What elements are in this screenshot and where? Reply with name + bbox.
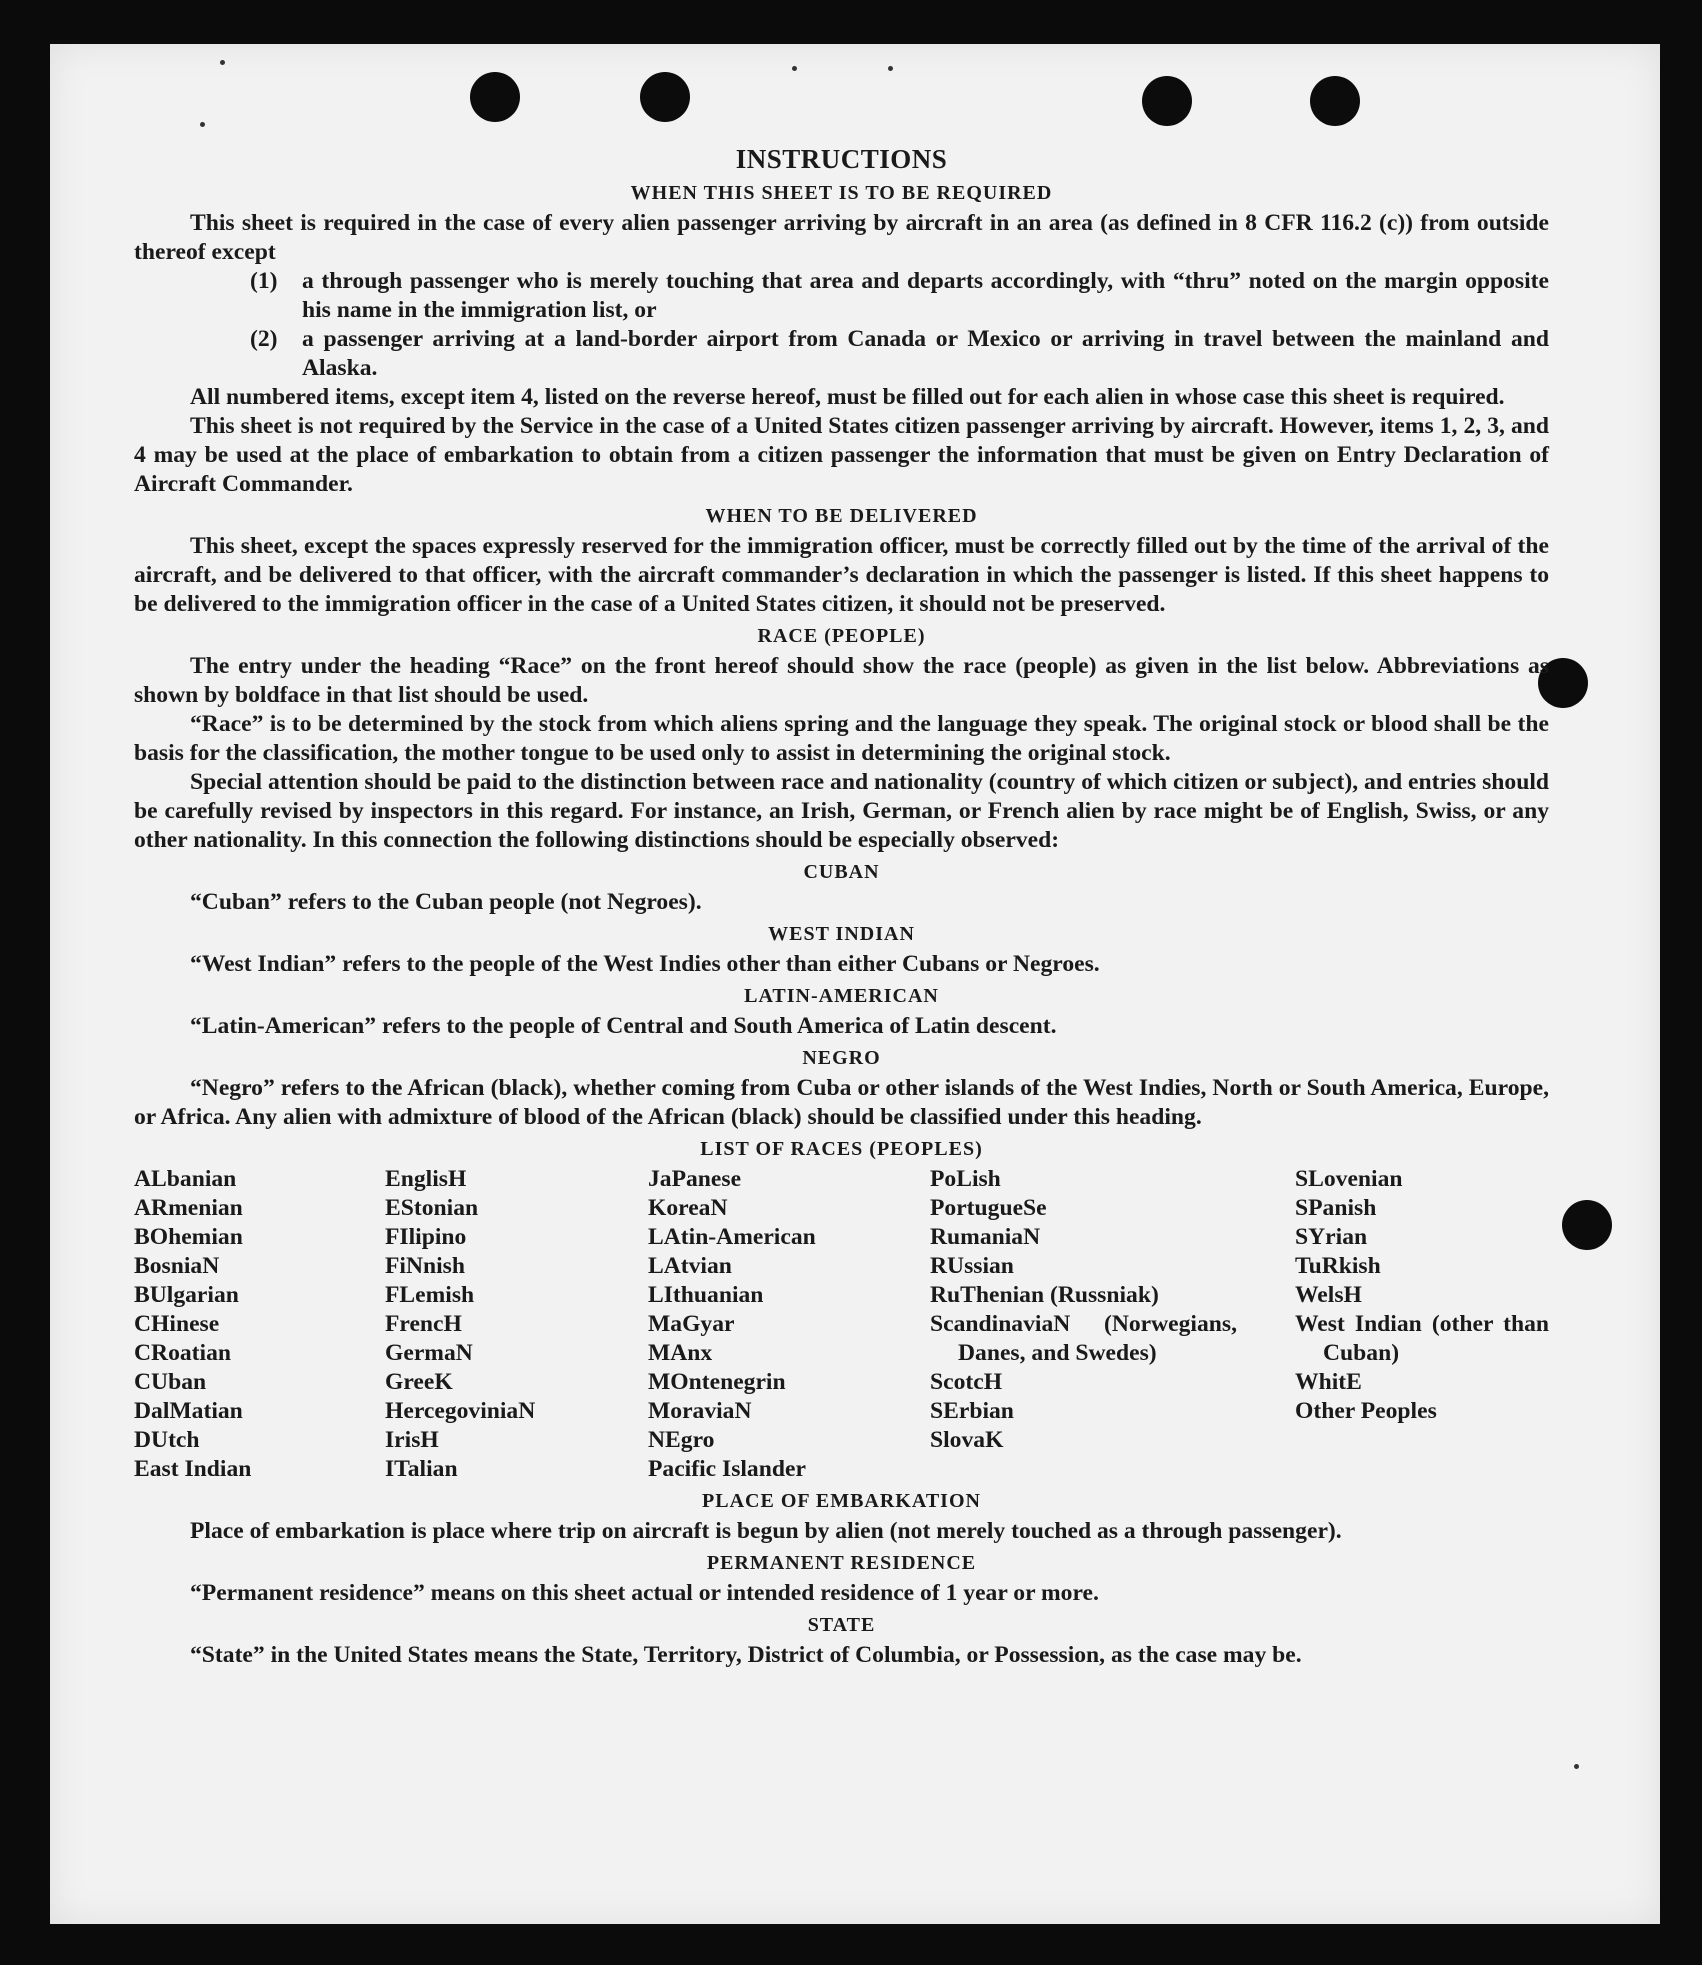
item-number: (2) bbox=[250, 326, 278, 352]
race-entry: ALbanian bbox=[134, 1166, 237, 1192]
citizen-paragraph: This sheet is not required by the Service in the case of a United States citizen passenger arriving by aircraft. However, items 1, 2, 3, and 4 may be used at the place of embarkation to obtain from a citizen passenger the information that must be given on Entry Declaration of Aircraft Commander. bbox=[134, 413, 1549, 497]
race-entry: CUban bbox=[134, 1369, 207, 1395]
race-entry: JaPanese bbox=[648, 1166, 742, 1192]
race-entry: WelsH bbox=[1295, 1282, 1362, 1308]
race-entry: RumaniaN bbox=[930, 1224, 1041, 1250]
state-paragraph: “State” in the United States means the State, Territory, District of Columbia, or Possession, as the case may be. bbox=[190, 1642, 1302, 1668]
punch-hole bbox=[640, 72, 690, 122]
race-entry: DalMatian bbox=[134, 1398, 243, 1424]
speck bbox=[220, 60, 225, 65]
punch-hole bbox=[1562, 1200, 1612, 1250]
heading-state: STATE bbox=[807, 1614, 876, 1636]
punch-hole bbox=[1310, 76, 1360, 126]
race-list bbox=[134, 1165, 1549, 1484]
west-indian-paragraph: “West Indian” refers to the people of the West Indies other than either Cubans or Negroes. bbox=[190, 951, 1100, 977]
race-column-3 bbox=[648, 1165, 930, 1484]
speck bbox=[792, 66, 797, 71]
race-entry: LIthuanian bbox=[648, 1282, 764, 1308]
item-text: a passenger arriving at a land-border airport from Canada or Mexico or arriving in travel between the mainland and Alaska. bbox=[302, 326, 1549, 381]
numbered-items-paragraph: All numbered items, except item 4, listed on the reverse hereof, must be filled out for each alien in whose case this sheet is required. bbox=[190, 384, 1505, 410]
speck bbox=[888, 66, 893, 71]
race-entry: FIlipino bbox=[385, 1224, 467, 1250]
race-entry: GreeK bbox=[385, 1369, 453, 1395]
race-paragraph-1: The entry under the heading “Race” on the front hereof should show the race (people) as given in the list below. Abbreviations as shown by boldface in that list should be used. bbox=[134, 653, 1549, 708]
race-entry: WhitE bbox=[1295, 1369, 1362, 1395]
item-text: a through passenger who is merely touching that area and departs accordingly, with “thru” noted on the margin opposite his name in the immigration list, or bbox=[302, 268, 1549, 323]
latin-american-paragraph: “Latin-American” refers to the people of Central and South America of Latin descent. bbox=[190, 1013, 1057, 1039]
race-entry: FiNnish bbox=[385, 1253, 465, 1279]
race-column-2 bbox=[385, 1165, 648, 1484]
race-entry: SPanish bbox=[1295, 1195, 1377, 1221]
cuban-paragraph: “Cuban” refers to the Cuban people (not Negroes). bbox=[190, 889, 702, 915]
heading-latin-american: LATIN-AMERICAN bbox=[744, 985, 939, 1007]
document-page bbox=[50, 44, 1660, 1924]
negro-paragraph: “Negro” refers to the African (black), whether coming from Cuba or other islands of the West Indies, North or South America, Europe, or Africa. Any alien with admixture of blood of the African (black) should be classified under this heading. bbox=[134, 1075, 1549, 1130]
race-entry: Pacific Islander bbox=[648, 1456, 806, 1482]
race-entry: BUlgarian bbox=[134, 1282, 239, 1308]
punch-hole bbox=[470, 72, 520, 122]
race-entry: FLemish bbox=[385, 1282, 475, 1308]
page-title: INSTRUCTIONS bbox=[735, 144, 948, 174]
residence-paragraph: “Permanent residence” means on this sheet actual or intended residence of 1 year or more. bbox=[190, 1580, 1099, 1606]
race-entry: GermaN bbox=[385, 1340, 473, 1366]
race-entry: SLovenian bbox=[1295, 1166, 1403, 1192]
speck bbox=[200, 122, 205, 127]
race-entry: TuRkish bbox=[1295, 1253, 1381, 1279]
race-entry: MaGyar bbox=[648, 1311, 735, 1337]
speck bbox=[1574, 1764, 1579, 1769]
race-entry: MoraviaN bbox=[648, 1398, 752, 1424]
race-entry: PoLish bbox=[930, 1166, 1001, 1192]
embarkation-paragraph: Place of embarkation is place where trip on aircraft is begun by alien (not merely touched as a through passenger). bbox=[190, 1518, 1342, 1544]
race-entry: CHinese bbox=[134, 1311, 220, 1337]
race-entry: IrisH bbox=[385, 1427, 439, 1453]
heading-cuban: CUBAN bbox=[803, 861, 880, 883]
race-entry: KoreaN bbox=[648, 1195, 728, 1221]
race-entry: SlovaK bbox=[930, 1427, 1004, 1453]
race-column-4 bbox=[930, 1165, 1295, 1484]
race-entry: FrencH bbox=[385, 1311, 462, 1337]
race-entry: PortugueSe bbox=[930, 1195, 1047, 1221]
race-entry: EStonian bbox=[385, 1195, 479, 1221]
race-paragraph-3: Special attention should be paid to the distinction between race and nationality (country of which citizen or subject), and entries should be carefully revised by inspectors in this regard. For instance, an Irish, German, or French alien by race might be of English, Swiss, or any other nationality. In this connection the following distinctions should be especially observed: bbox=[134, 769, 1549, 853]
race-entry: East Indian bbox=[134, 1456, 252, 1482]
heading-required: WHEN THIS SHEET IS TO BE REQUIRED bbox=[630, 182, 1053, 204]
exception-item bbox=[250, 267, 1549, 325]
race-entry: MOntenegrin bbox=[648, 1369, 786, 1395]
race-entry: ScandinaviaN (Norwegians, Danes, and Swedes) bbox=[930, 1311, 1237, 1366]
race-entry: NEgro bbox=[648, 1427, 715, 1453]
race-entry: SYrian bbox=[1295, 1224, 1368, 1250]
instructions-content bbox=[134, 142, 1549, 1670]
heading-race: RACE (PEOPLE) bbox=[757, 625, 926, 647]
race-entry: BosniaN bbox=[134, 1253, 220, 1279]
race-entry: EnglisH bbox=[385, 1166, 467, 1192]
race-entry: LAtvian bbox=[648, 1253, 732, 1279]
race-entry: RuThenian (Russniak) bbox=[930, 1282, 1159, 1308]
race-entry: SErbian bbox=[930, 1398, 1014, 1424]
heading-embarkation: PLACE OF EMBARKATION bbox=[702, 1490, 981, 1512]
race-entry: CRoatian bbox=[134, 1340, 232, 1366]
race-entry: ScotcH bbox=[930, 1369, 1003, 1395]
race-entry: HercegoviniaN bbox=[385, 1398, 536, 1424]
race-entry: ARmenian bbox=[134, 1195, 243, 1221]
punch-hole bbox=[1142, 76, 1192, 126]
race-entry: ITalian bbox=[385, 1456, 458, 1482]
race-column-1 bbox=[134, 1165, 385, 1484]
race-paragraph-2: “Race” is to be determined by the stock from which aliens spring and the language they speak. The original stock or blood shall be the basis for the classification, the mother tongue to be used only to assist in determining the original stock. bbox=[134, 711, 1549, 766]
race-entry: West Indian (other than Cuban) bbox=[1295, 1311, 1549, 1366]
race-entry: LAtin-American bbox=[648, 1224, 816, 1250]
race-column-5 bbox=[1295, 1165, 1549, 1484]
race-entry: Other Peoples bbox=[1295, 1398, 1437, 1424]
item-number: (1) bbox=[250, 268, 278, 294]
heading-delivered: WHEN TO BE DELIVERED bbox=[705, 505, 978, 527]
heading-permanent-residence: PERMANENT RESIDENCE bbox=[706, 1552, 977, 1574]
race-entry: BOhemian bbox=[134, 1224, 243, 1250]
race-entry: MAnx bbox=[648, 1340, 713, 1366]
race-entry: RUssian bbox=[930, 1253, 1014, 1279]
exception-item bbox=[250, 325, 1549, 383]
heading-west-indian: WEST INDIAN bbox=[768, 923, 915, 945]
race-entry: DUtch bbox=[134, 1427, 200, 1453]
delivered-paragraph: This sheet, except the spaces expressly reserved for the immigration officer, must be correctly filled out by the time of the arrival of the aircraft, and be delivered to that officer, with the aircraft commander’s declaration in which the passenger is listed. If this sheet happens to be delivered to the immigration officer in the case of a United States citizen, it should not be preserved. bbox=[134, 533, 1549, 617]
required-intro: This sheet is required in the case of every alien passenger arriving by aircraft in an area (as defined in 8 CFR 116.2 (c)) from outside thereof except bbox=[134, 210, 1549, 265]
heading-negro: NEGRO bbox=[802, 1047, 881, 1069]
heading-list-of-races: LIST OF RACES (PEOPLES) bbox=[700, 1138, 983, 1160]
